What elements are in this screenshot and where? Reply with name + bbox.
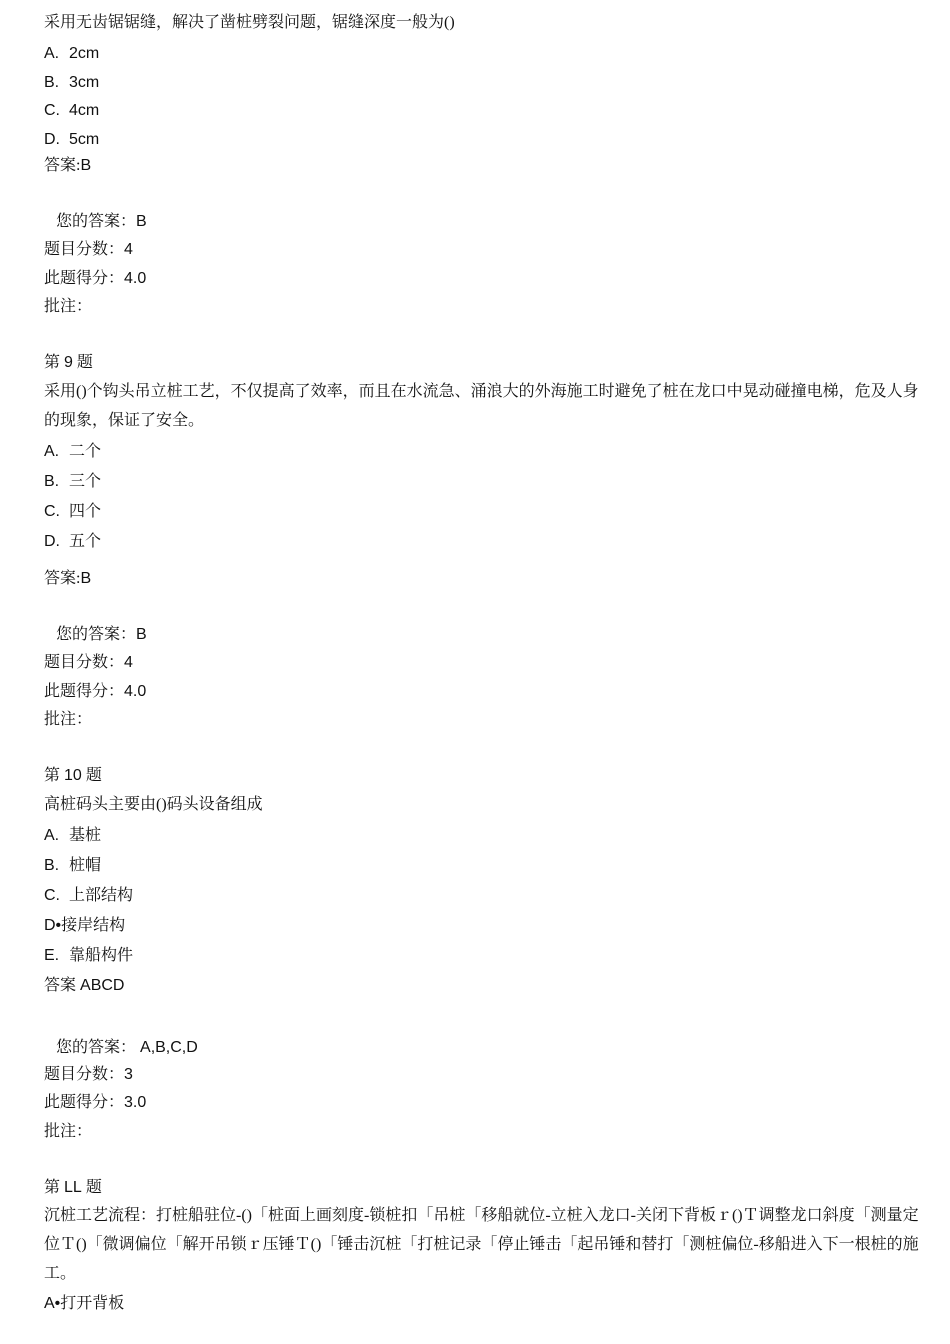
option-c: C. 上部结构 <box>44 887 134 904</box>
option-a: A. 二个 <box>44 443 102 460</box>
your-answer: 您的答案：B <box>56 626 147 643</box>
question-heading: 第 9 题 <box>44 354 93 371</box>
option-a: A•打开背板 <box>44 1295 125 1312</box>
question-stem: 高桩码头主要由()码头设备组成 <box>44 796 263 813</box>
earned-score: 此题得分：3.0 <box>44 1094 147 1111</box>
your-answer: 您的答案： A,B,C,D <box>56 1039 198 1056</box>
option-a: A. 2cm <box>44 45 100 62</box>
question-score: 题目分数：4 <box>44 654 133 671</box>
question-heading: 第 10 题 <box>44 767 102 784</box>
your-answer: 您的答案：B <box>56 213 147 230</box>
comment-label: 批注： <box>44 711 93 728</box>
comment-label: 批注： <box>44 298 93 315</box>
correct-answer: 答案:B <box>44 570 92 587</box>
option-d: D•接岸结构 <box>44 917 126 934</box>
question-score: 题目分数：4 <box>44 241 133 258</box>
option-b: B. 3cm <box>44 74 100 91</box>
earned-score: 此题得分：4.0 <box>44 683 147 700</box>
question-stem: 沉桩工艺流程：打桩船驻位-()「桩面上画刻度-锁桩扣「吊桩「移船就位-立桩入龙口-关闭下背板ｒ()Ｔ调整龙口斜度「测量定位Ｔ()「微调偏位「解开吊锁ｒ压锤Ｔ()「锤击沉桩「打桩记录「停止锤击「起吊锤和替打「测桩偏位-移船进入下一根桩的施工。 <box>44 1207 919 1282</box>
option-d: D. 五个 <box>44 533 102 550</box>
option-b: B. 三个 <box>44 473 102 490</box>
option-b: B. 桩帽 <box>44 857 102 874</box>
question-stem: 采用无齿锯锯缝，解决了凿桩劈裂问题，锯缝深度一般为() <box>44 14 455 31</box>
earned-score: 此题得分：4.0 <box>44 270 147 287</box>
option-c: C. 四个 <box>44 503 102 520</box>
correct-answer: 答案:B <box>44 157 92 174</box>
comment-label: 批注： <box>44 1123 93 1140</box>
option-e: E. 靠船构件 <box>44 947 134 964</box>
option-d: D. 5cm <box>44 131 100 148</box>
option-a: A. 基桩 <box>44 827 102 844</box>
option-c: C. 4cm <box>44 102 100 119</box>
question-heading: 第 LL 题 <box>44 1179 102 1196</box>
question-stem: 采用()个钩头吊立桩工艺，不仅提高了效率，而且在水流急、涌浪大的外海施工时避免了桩在龙口中晃动碰撞电梯，危及人身的现象，保证了安全。 <box>44 383 919 429</box>
question-score: 题目分数：3 <box>44 1066 133 1083</box>
correct-answer: 答案 ABCD <box>44 977 125 994</box>
